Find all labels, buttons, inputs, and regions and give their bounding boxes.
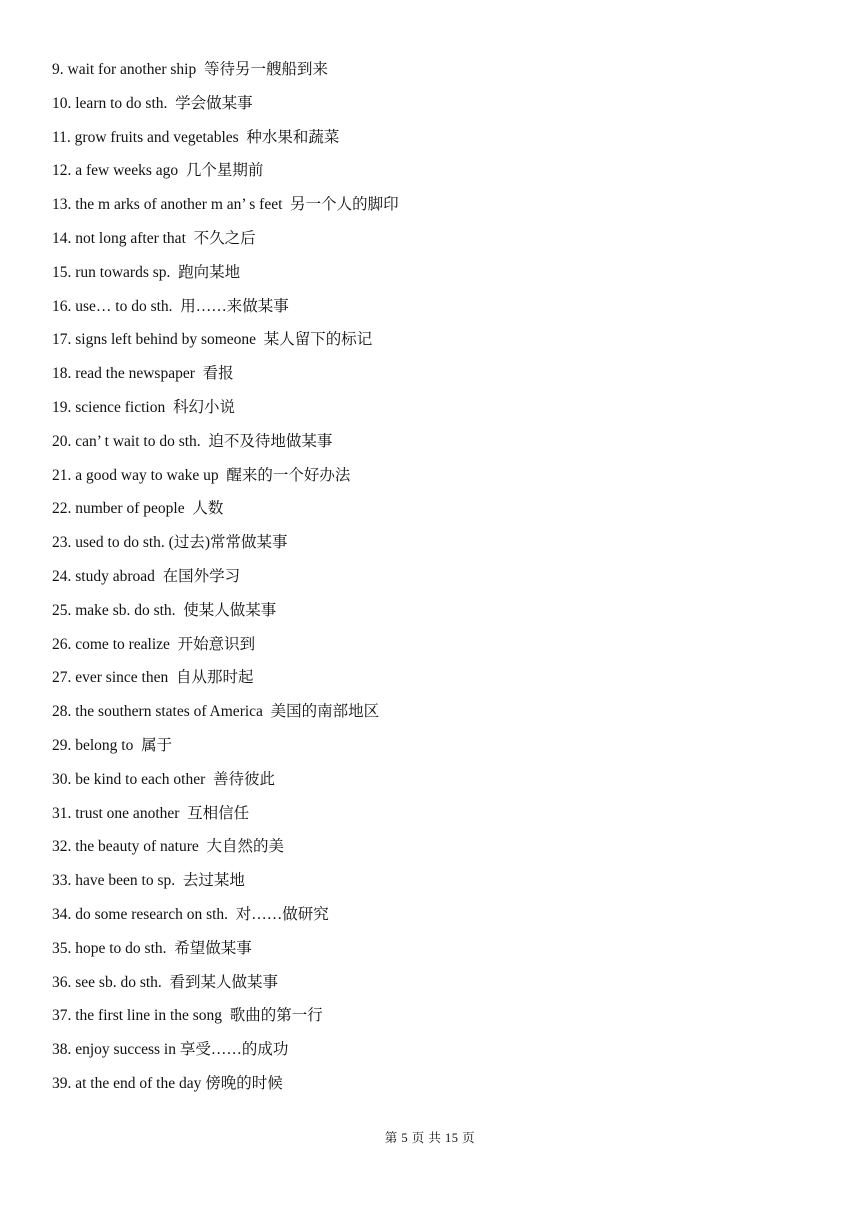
list-item: 11. grow fruits and vegetables 种水果和蔬菜 — [52, 128, 340, 146]
list-item: 12. a few weeks ago 几个星期前 — [52, 162, 264, 180]
list-item: 9. wait for another ship 等待另一艘船到来 — [52, 61, 328, 78]
list-item: 32. the beauty of nature 大自然的美 — [52, 838, 285, 856]
list-item: 23. used to do sth. (过去)常常做某事 — [52, 534, 288, 552]
page-number-footer: 第 5 页 共 15 页 — [384, 1131, 476, 1145]
list-item: 22. number of people 人数 — [52, 500, 224, 518]
list-item: 29. belong to 属于 — [52, 736, 173, 754]
list-item: 31. trust one another 互相信任 — [52, 804, 250, 822]
list-item: 35. hope to do sth. 希望做某事 — [52, 939, 252, 957]
phrase-list — [52, 56, 399, 1104]
list-item: 33. have been to sp. 去过某地 — [52, 872, 245, 890]
list-item: 14. not long after that 不久之后 — [52, 229, 256, 247]
list-item: 13. the m arks of another m an’ s feet 另一个人的脚印 — [52, 196, 399, 214]
list-item: 18. read the newspaper 看报 — [52, 365, 234, 383]
list-item: 30. be kind to each other 善待彼此 — [52, 770, 275, 788]
list-item: 24. study abroad 在国外学习 — [52, 567, 241, 585]
list-item: 36. see sb. do sth. 看到某人做某事 — [52, 973, 279, 991]
list-item: 15. run towards sp. 跑向某地 — [52, 263, 241, 281]
list-item: 10. learn to do sth. 学会做某事 — [52, 94, 253, 112]
list-item: 34. do some research on sth. 对……做研究 — [52, 905, 329, 923]
list-item: 37. the first line in the song 歌曲的第一行 — [52, 1007, 323, 1025]
list-item: 39. at the end of the day 傍晚的时候 — [52, 1074, 283, 1092]
list-item: 27. ever since then 自从那时起 — [52, 669, 254, 687]
list-item: 25. make sb. do sth. 使某人做某事 — [52, 601, 277, 619]
list-item: 17. signs left behind by someone 某人留下的标记 — [52, 331, 373, 349]
list-item: 21. a good way to wake up 醒来的一个好办法 — [52, 466, 351, 484]
list-item: 38. enjoy success in 享受……的成功 — [52, 1041, 289, 1059]
list-item: 19. science fiction 科幻小说 — [52, 398, 235, 416]
list-item: 26. come to realize 开始意识到 — [52, 635, 256, 653]
list-item: 16. use… to do sth. 用……来做某事 — [52, 297, 289, 315]
list-item: 20. can’ t wait to do sth. 迫不及待地做某事 — [52, 432, 333, 450]
list-item: 28. the southern states of America 美国的南部地区 — [52, 703, 380, 721]
